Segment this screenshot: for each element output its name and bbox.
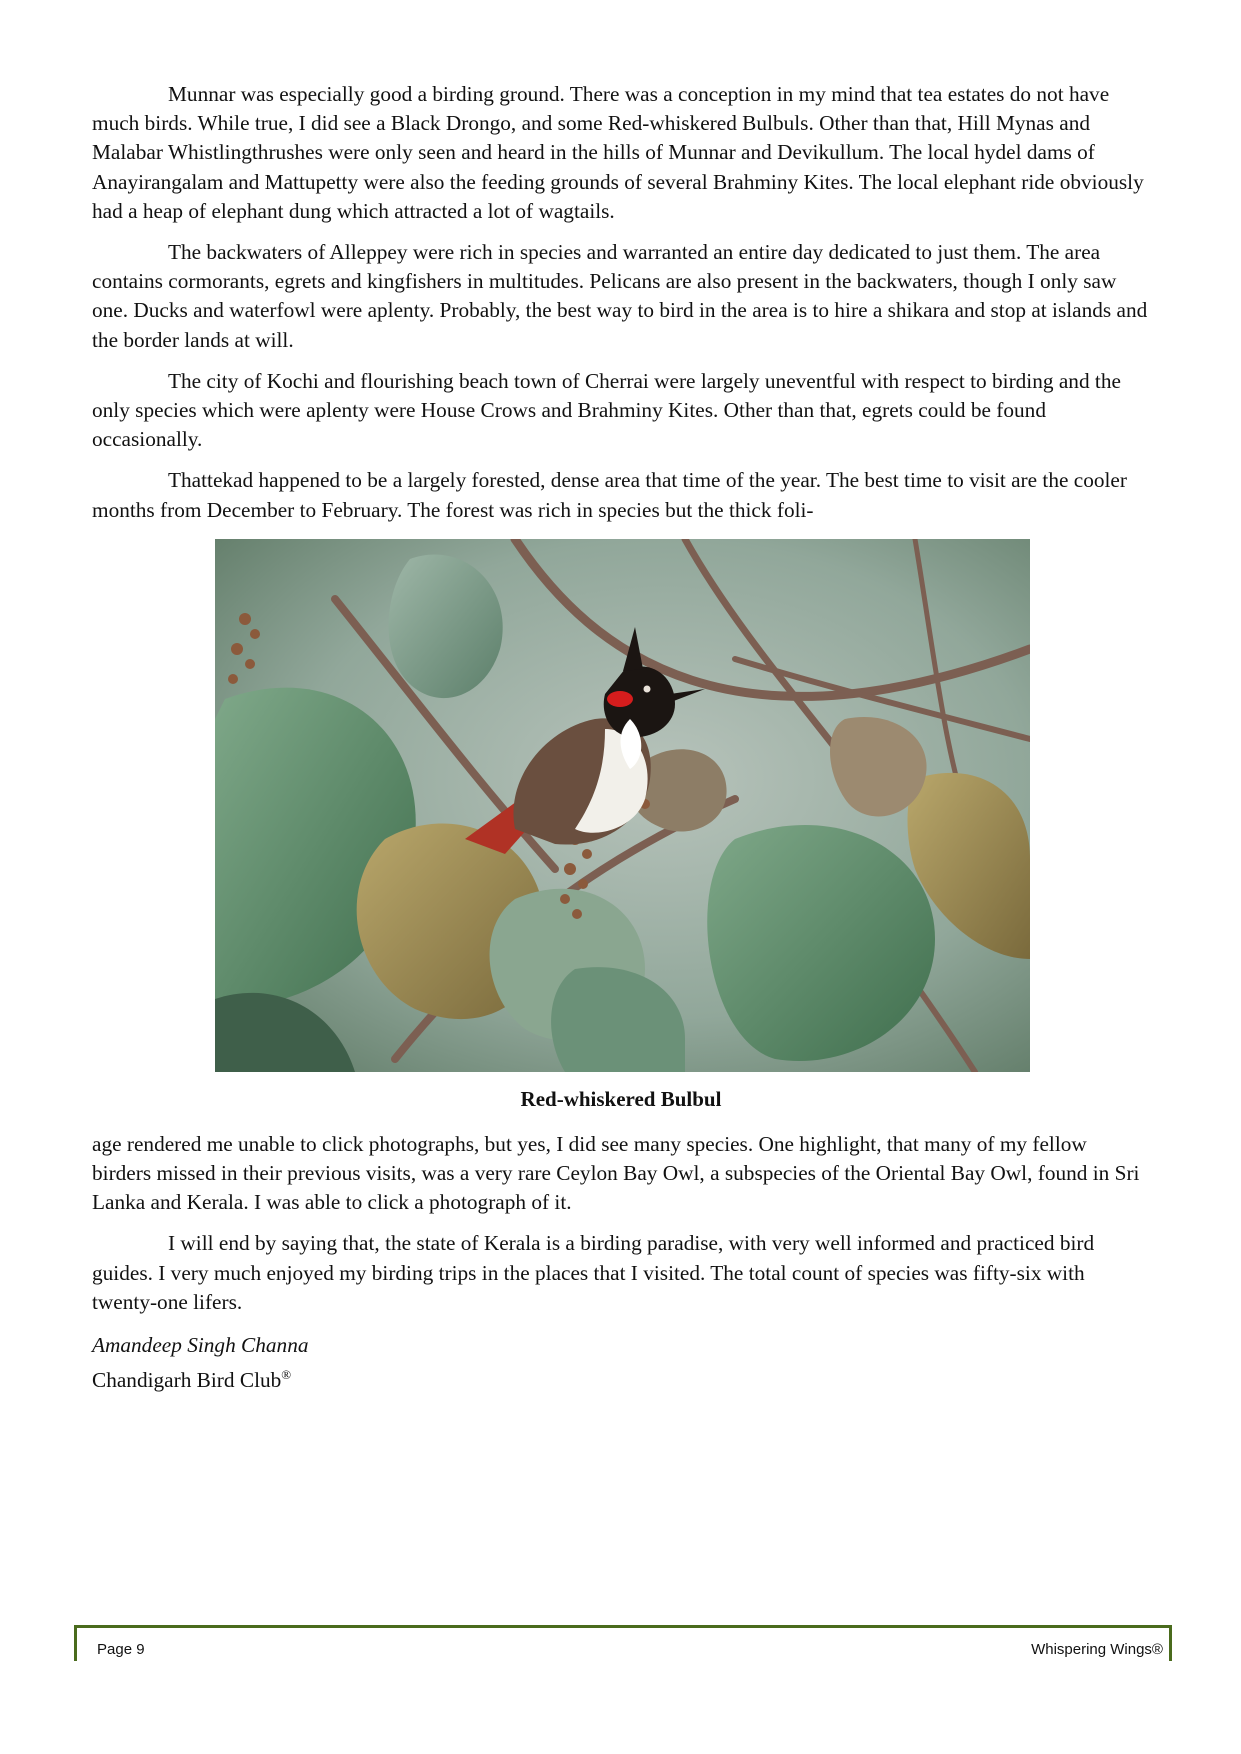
paragraph-conclusion: I will end by saying that, the state of Kerala is a birding paradise, with very well informed and practiced bird guides. I very much enjoyed my birding trips in the places that I visited. The total count of species was fifty-six with twenty-one lifers. — [92, 1231, 1095, 1314]
author-name: Amandeep Singh Channa — [92, 1333, 309, 1358]
footer-border — [74, 1625, 1172, 1661]
registered-mark: ® — [281, 1367, 292, 1383]
paragraph-thattekad-part2: age rendered me unable to click photographs, but yes, I did see many species. One highlight, that many of my fellow birders missed in their previous visits, was a very rare Ceylon Bay Owl, a subspecies of the Oriental Bay Owl, found in Sri Lanka and Kerala. I was able to click a photograph of it. — [92, 1131, 1140, 1215]
club-name — [92, 1360, 1150, 1395]
footer-publication-name: Whispering Wings® — [1031, 1641, 1163, 1658]
club-name-text: Chandigarh Bird Club — [92, 1368, 282, 1393]
figure-caption: Red-whiskered Bulbul — [520, 1086, 722, 1111]
paragraph-munnar: Munnar was especially good a birding ground. There was a conception in my mind that tea estates do not have much birds. While true, I did see a Black Drongo, and some Red-whiskered Bulbuls. Other than that, Hill Mynas and Malabar Whistlingthrushes were only seen and heard in the hills of Munnar and Devikullum. The local hydel dams of Anayirangalam and Mattupetty were also the feeding grounds of several Brahminy Kites. The local elephant ride obviously had a heap of elephant dung which attracted a lot of wagtails. — [92, 82, 1144, 223]
paragraph-alleppey: The backwaters of Alleppey were rich in species and warranted an entire day dedicated to just them. The area contains cormorants, egrets and kingfishers in multitudes. Pelicans are also present in the backwaters, though I only saw one. Ducks and waterfowl were aplenty. Probably, the best way to bird in the area is to hire a shikara and stop at islands and the border lands at will. — [92, 240, 1148, 352]
paragraph-thattekad-part1: Thattekad happened to be a largely forested, dense area that time of the year. The best time to visit are the cooler months from December to February. The forest was rich in species but the thick foli- — [92, 468, 1127, 522]
article-body — [92, 80, 1150, 1396]
bird-figure — [92, 539, 1150, 1112]
footer-page-number: Page 9 — [97, 1641, 145, 1658]
byline — [92, 1331, 1150, 1396]
bulbul-photo — [215, 539, 1030, 1072]
paragraph-kochi: The city of Kochi and flourishing beach town of Cherrai were largely uneventful with respect to birding and the only species which were aplenty were House Crows and Brahminy Kites. Other than that, egrets could be found occasionally. — [92, 368, 1121, 452]
